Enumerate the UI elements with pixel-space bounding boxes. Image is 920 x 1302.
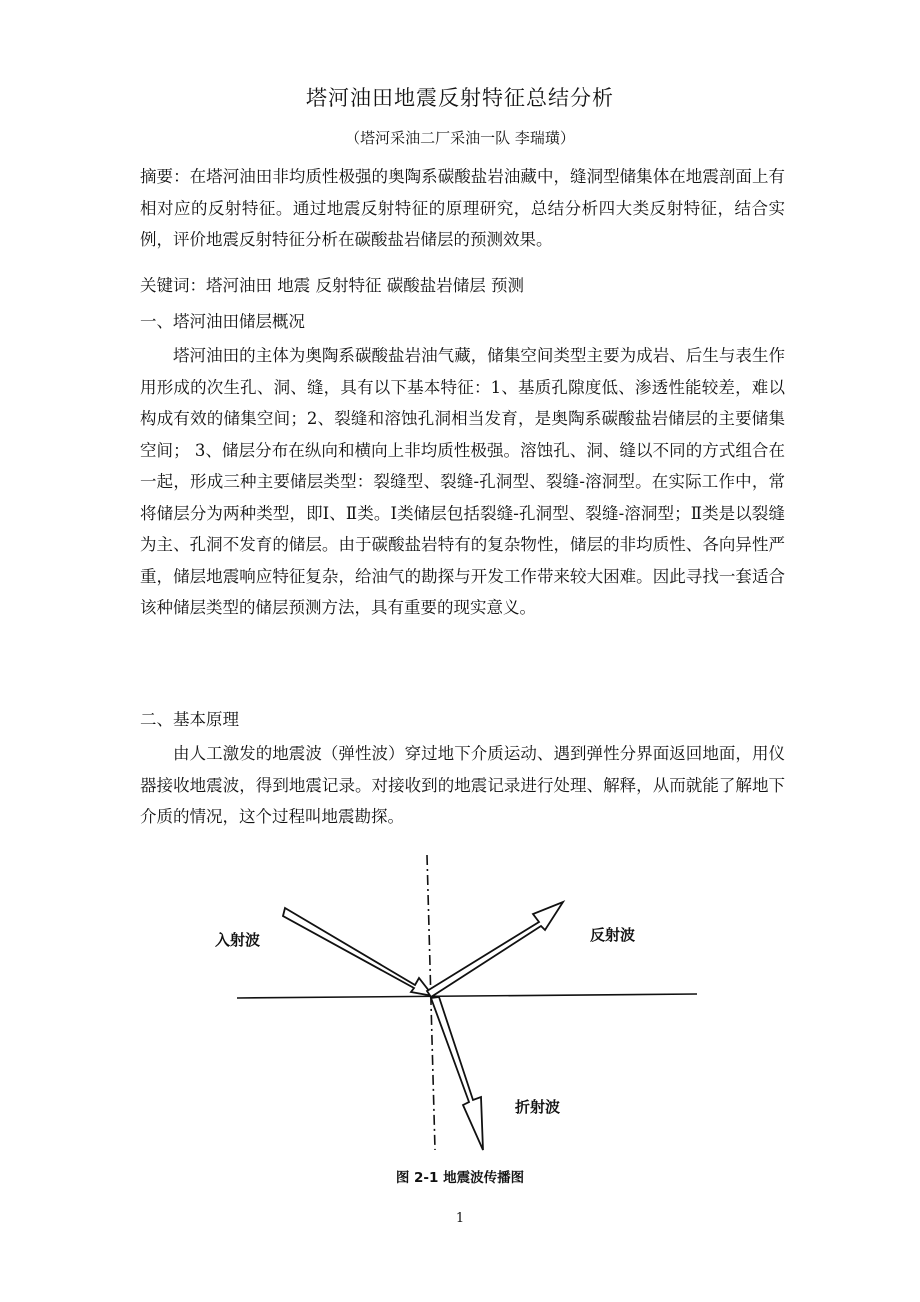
section-body-2: 由人工激发的地震波（弹性波）穿过地下介质运动、遇到弹性分界面返回地面，用仪器接收地震波，得到地震记录。对接收到的地震记录进行处理、解释，从而就能了解地下介质的情况，这个过程叫地震勘探。 (140, 744, 785, 826)
page-number: 1 (455, 1211, 465, 1226)
keywords: 关键词：塔河油田 地震 反射特征 碳酸盐岩储层 预测 (140, 276, 524, 295)
page-title: 塔河油田地震反射特征总结分析 (306, 86, 614, 110)
section-heading-2: 二、基本原理 (140, 710, 239, 729)
figure-caption: 图 2-1 地震波传播图 (395, 1170, 525, 1186)
reflected-label: 反射波 (590, 926, 636, 944)
incident-label: 入射波 (215, 931, 261, 949)
seismic-wave-diagram (205, 850, 725, 1160)
incident-arrow (283, 908, 433, 996)
refracted-label: 折射波 (515, 1098, 561, 1116)
interface-line (237, 994, 697, 998)
refracted-arrow (431, 997, 483, 1150)
section-heading-1: 一、塔河油田储层概况 (140, 312, 305, 331)
author-line: （塔河采油二厂采油一队 李瑞璜） (345, 129, 575, 147)
section-body-1: 塔河油田的主体为奥陶系碳酸盐岩油气藏，储集空间类型主要为成岩、后生与表生作用形成的次生孔、洞、缝，具有以下基本特征：1、基质孔隙度低、渗透性能较差，难以构成有效的储集空间；2、裂缝和溶蚀孔洞相当发育，是奥陶系碳酸盐岩储层的主要储集空间； 3、储层分布在纵向和横向上非均质性极强。溶蚀孔、洞、缝以不同的方式组合在一起，形成三种主要储层类型：裂缝型、裂缝-孔洞型、裂缝-溶洞型。在实际工作中，常将储层分为两种类型，即Ⅰ、Ⅱ类。Ⅰ类储层包括裂缝-孔洞型、裂缝-溶洞型；Ⅱ类是以裂缝为主、孔洞不发育的储层。由于碳酸盐岩特有的复杂物性，储层的非均质性、各向异性严重，储层地震响应特征复杂，给油气的勘探与开发工作带来较大困难。因此寻找一套适合该种储层类型的储层预测方法，具有重要的现实意义。 (140, 346, 785, 617)
reflected-arrow (427, 902, 563, 997)
abstract: 摘要：在塔河油田非均质性极强的奥陶系碳酸盐岩油藏中，缝洞型储集体在地震剖面上有相对应的反射特征。通过地震反射特征的原理研究，总结分析四大类反射特征，结合实例，评价地震反射特征分析在碳酸盐岩储层的预测效果。 (140, 167, 785, 249)
